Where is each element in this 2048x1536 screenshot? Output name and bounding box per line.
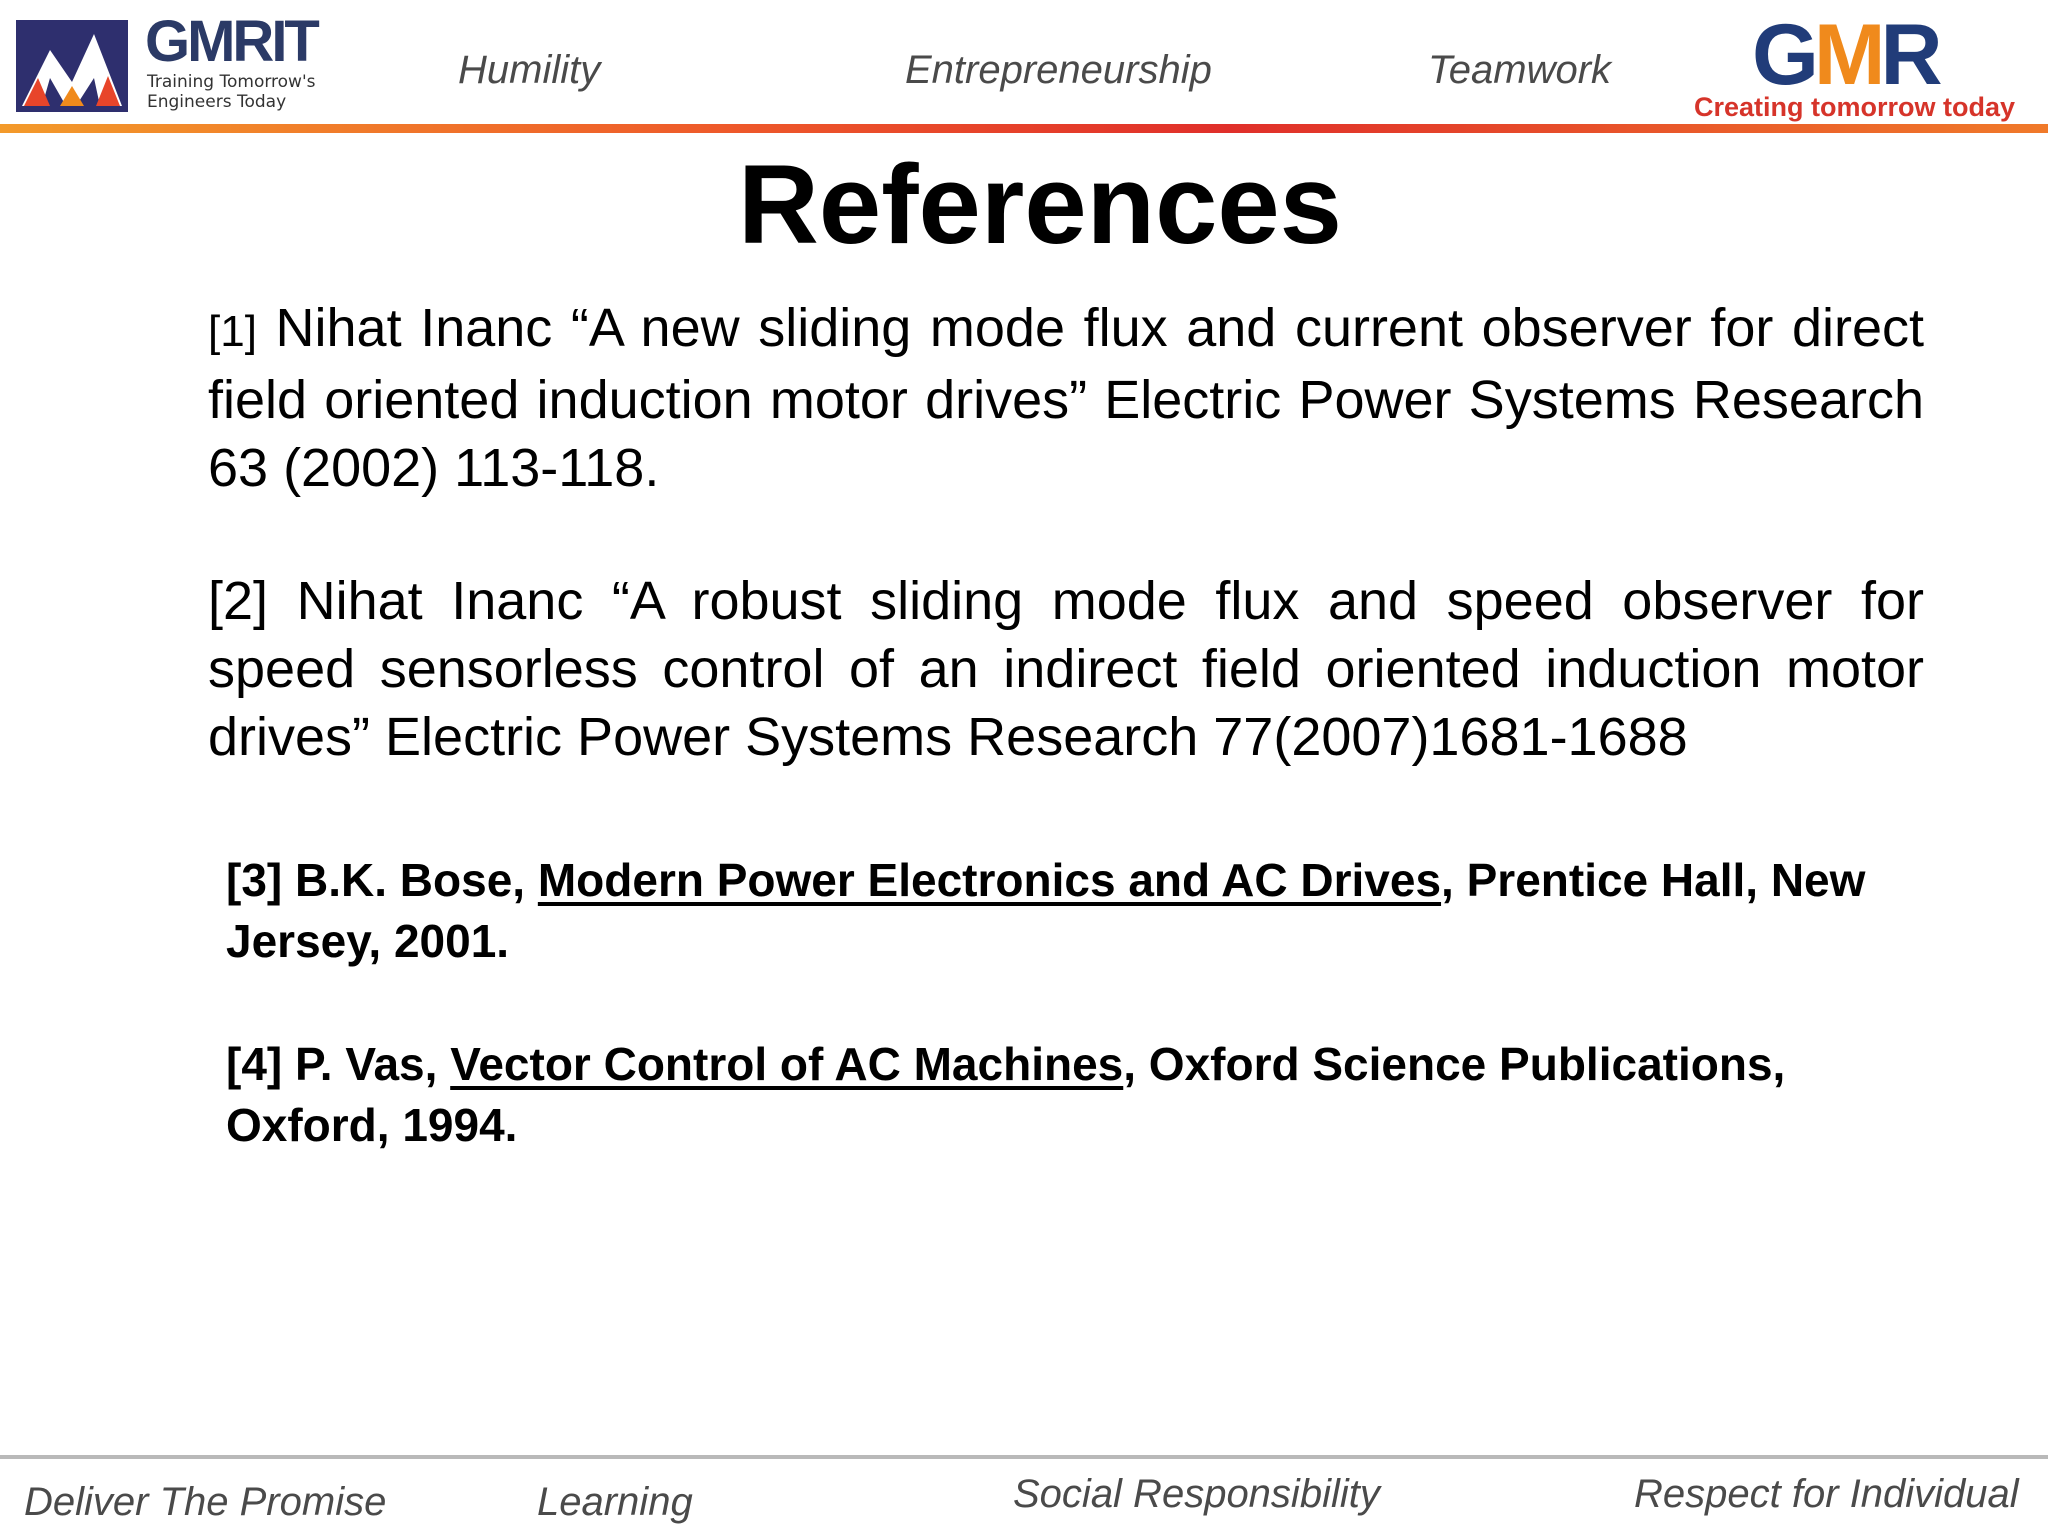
gmr-letter-g: G <box>1752 7 1814 103</box>
reference-1-text: Nihat Inanc “A new sliding mode flux and current observer for direct field oriented induction motor drives” Electric Power Systems Research 63 (2002) 113-118. <box>208 298 1924 498</box>
reference-2-number: [2] <box>208 571 269 631</box>
reference-3-book-title: Modern Power Electronics and AC Drives <box>537 854 1442 906</box>
reference-2-text: Nihat Inanc “A robust sliding mode flux and speed observer for speed sensorless control of an indirect field oriented induction motor drives” Electric Power Systems Research 77(2007)1681-1688 <box>208 571 1924 767</box>
footer-value-learning: Learning <box>537 1480 693 1524</box>
gmr-letter-m: M <box>1813 7 1881 103</box>
header-divider <box>0 124 2048 133</box>
footer-value-respect-for-individual: Respect for Individual <box>1634 1472 2019 1516</box>
footer-value-deliver-the-promise: Deliver The Promise <box>24 1480 387 1524</box>
gmr-tagline: Creating tomorrow today <box>1694 92 2016 122</box>
gmr-letter-r: R <box>1880 7 1938 103</box>
footer-divider <box>0 1455 2048 1459</box>
reference-4-author: P. Vas, <box>295 1038 438 1090</box>
reference-4-book-title: Vector Control of AC Machines <box>450 1038 1124 1090</box>
reference-3 <box>226 850 1876 972</box>
gmrit-tagline-line1: Training Tomorrow's <box>147 72 316 92</box>
reference-4 <box>226 1034 1876 1156</box>
reference-3-author: B.K. Bose, <box>295 854 526 906</box>
value-teamwork: Teamwork <box>1428 48 1612 92</box>
reference-3-number: [3] <box>226 854 283 906</box>
gmrit-tagline-line2: Engineers Today <box>147 92 287 112</box>
gmr-wordmark <box>1752 6 1938 105</box>
footer-value-social-responsibility: Social Responsibility <box>1013 1472 1380 1516</box>
reference-3-publisher: , Prentice Hall, New Jersey, 2001. <box>226 854 1866 967</box>
gmrit-wordmark: GMRIT <box>145 9 317 74</box>
reference-4-publisher: , Oxford Science Publications, Oxford, 1994. <box>226 1038 1786 1151</box>
gmrit-logo-icon <box>16 20 128 112</box>
value-entrepreneurship: Entrepreneurship <box>905 48 1212 92</box>
gmrit-tagline <box>147 72 347 112</box>
reference-1 <box>208 294 1924 502</box>
reference-2 <box>208 567 1924 771</box>
reference-1-number: [1] <box>208 307 257 356</box>
reference-4-number: [4] <box>226 1038 283 1090</box>
slide-title: References <box>738 142 1342 267</box>
slide-header <box>0 0 2048 134</box>
value-humility: Humility <box>458 48 601 92</box>
